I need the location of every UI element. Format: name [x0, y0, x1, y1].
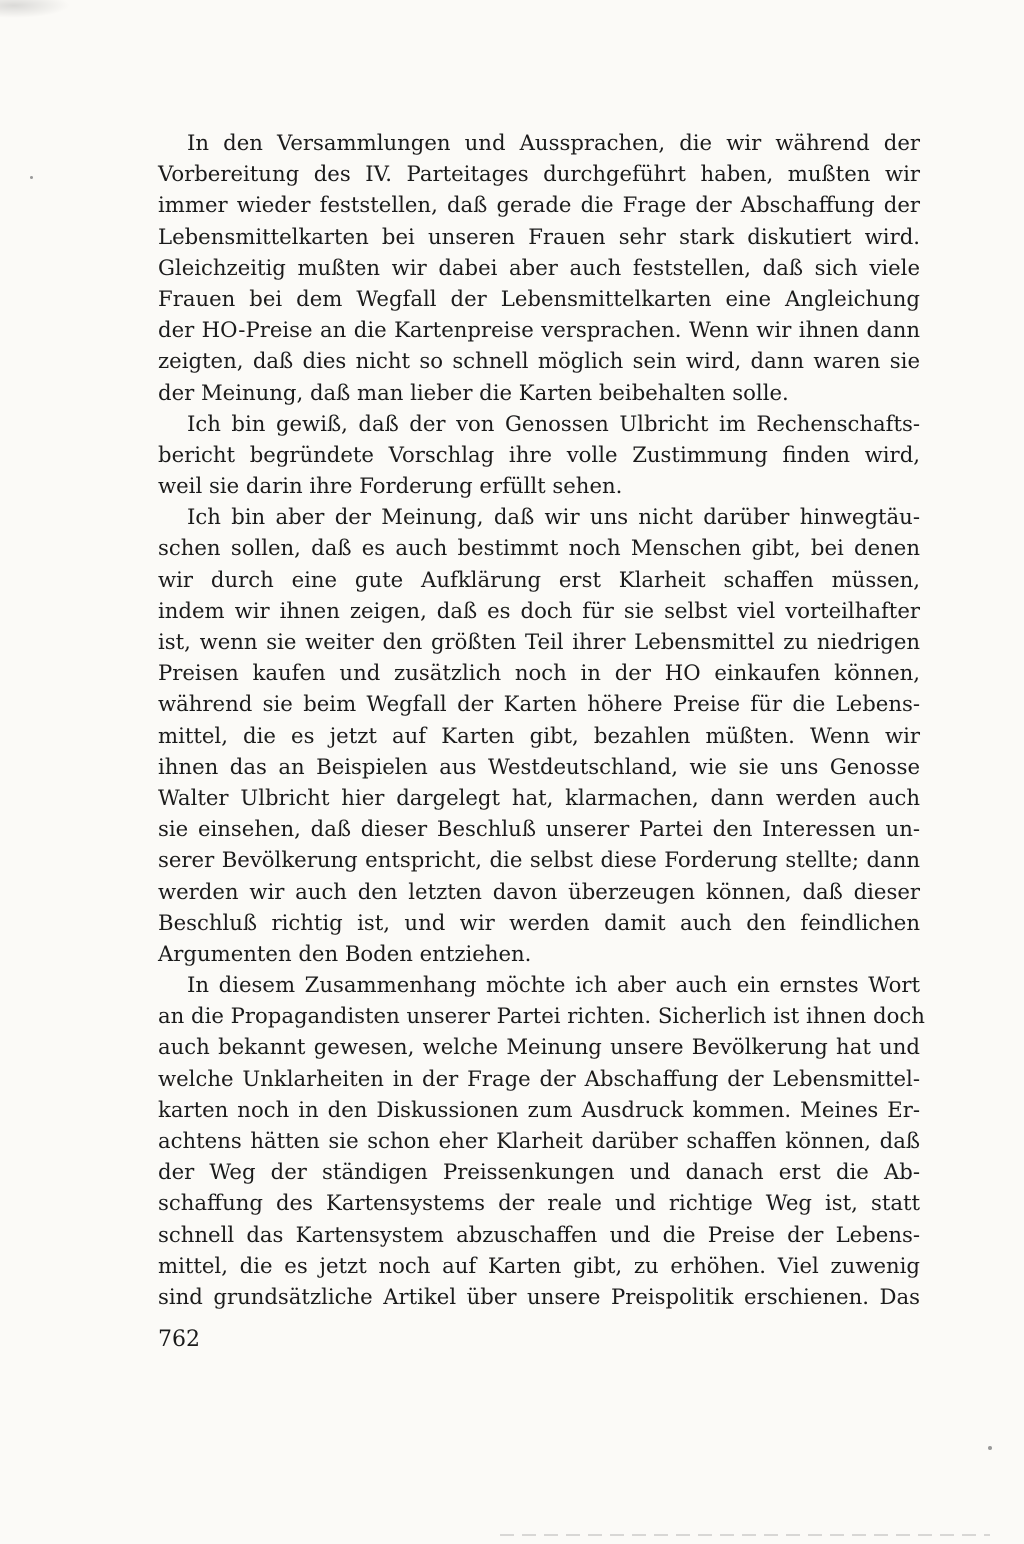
text-line: mittel, die es jetzt auf Karten gibt, bezahlen müßten. Wenn wir [158, 722, 920, 748]
text-line: werden wir auch den letzten davon überzeugen können, daß dieser [158, 878, 920, 904]
text-line: serer Bevölkerung entspricht, die selbst diese Forderung stellte; dann [158, 847, 920, 873]
text-line: während sie beim Wegfall der Karten höhere Preise für die Lebens- [158, 691, 920, 717]
text-line: mittel, die es jetzt noch auf Karten gibt, zu erhöhen. Viel zuwenig [158, 1252, 920, 1278]
text-line: der Meinung, daß man lieber die Karten beibehalten solle. [158, 379, 789, 405]
text-line: schen sollen, daß es auch bestimmt noch Menschen gibt, bei denen [158, 535, 920, 561]
text-line: ist, wenn sie weiter den größten Teil ihrer Lebensmittel zu niedrigen [158, 629, 920, 654]
text-line: schaffung des Kartensystems der reale und richtige Weg ist, statt [158, 1190, 920, 1216]
text-line: Frauen bei dem Wegfall der Lebensmittelkarten eine Angleichung [158, 285, 920, 311]
text-line: karten noch in den Diskussionen zum Ausdruck kommen. Meines Er- [158, 1096, 920, 1122]
text-line: auch bekannt gewesen, welche Meinung unsere Bevölkerung hat und [158, 1034, 920, 1060]
text-line: bericht begründete Vorschlag ihre volle Zustimmung finden wird, [158, 441, 920, 467]
paper-speck [30, 176, 33, 179]
text-line: Walter Ulbricht hier dargelegt hat, klarmachen, dann werden auch [158, 784, 920, 810]
paragraph-4 [158, 969, 925, 1312]
text-line: In diesem Zusammenhang möchte ich aber auch ein ernstes Wort [187, 972, 920, 998]
text-line: Argumenten den Boden entziehen. [158, 940, 532, 966]
paragraph-3 [158, 501, 920, 969]
text-line: sind grundsätzliche Artikel über unsere Preispolitik erschienen. Das [158, 1283, 920, 1309]
text-line: Ich bin aber der Meinung, daß wir uns nicht darüber hinwegtäu- [187, 504, 920, 530]
page-number: 762 [158, 1327, 200, 1352]
text-line: achtens hätten sie schon eher Klarheit darüber schaffen können, daß [158, 1128, 920, 1153]
paper-speck [988, 1446, 992, 1450]
text-line: der HO-Preise an die Kartenpreise versprachen. Wenn wir ihnen dann [158, 317, 920, 343]
corner-smudge [0, 0, 70, 18]
text-line: schnell das Kartensystem abzuschaffen und die Preise der Lebens- [158, 1221, 920, 1247]
text-line: Beschluß richtig ist, und wir werden damit auch den feindlichen [158, 909, 920, 935]
text-line: weil sie darin ihre Forderung erfüllt sehen. [158, 473, 623, 499]
text-line: der Weg der ständigen Preissenkungen und danach erst die Ab- [158, 1159, 920, 1185]
text-line: indem wir ihnen zeigen, daß es doch für sie selbst viel vorteilhafter [158, 597, 920, 623]
text-line: Gleichzeitig mußten wir dabei aber auch feststellen, daß sich viele [158, 254, 920, 280]
text-line: In den Versammlungen und Aussprachen, die wir während der [187, 130, 920, 155]
text-line: immer wieder feststellen, daß gerade die Frage der Abschaffung der [158, 192, 920, 218]
text-line: wir durch eine gute Aufklärung erst Klarheit schaffen müssen, [158, 566, 920, 592]
body-text [158, 127, 925, 1312]
bottom-edge-mark [500, 1534, 990, 1536]
text-line: Ich bin gewiß, daß der von Genossen Ulbricht im Rechenschafts- [187, 410, 920, 436]
text-line: an die Propagandisten unserer Partei richten. Sicherlich ist ihnen doch [158, 1003, 925, 1029]
text-line: Lebensmittelkarten bei unseren Frauen sehr stark diskutiert wird. [158, 223, 920, 249]
text-line: ihnen das an Beispielen aus Westdeutschland, wie sie uns Genosse [158, 753, 920, 779]
text-line: Vorbereitung des IV. Parteitages durchgeführt haben, mußten wir [158, 161, 920, 187]
text-line: Preisen kaufen und zusätzlich noch in der HO einkaufen können, [158, 660, 920, 686]
paragraph-1 [158, 127, 920, 408]
text-line: zeigten, daß dies nicht so schnell möglich sein wird, dann waren sie [158, 348, 920, 374]
paragraph-2 [158, 408, 920, 502]
text-line: sie einsehen, daß dieser Beschluß unserer Partei den Interessen un- [158, 816, 920, 842]
text-line: welche Unklarheiten in der Frage der Abschaffung der Lebensmittel- [158, 1065, 920, 1091]
